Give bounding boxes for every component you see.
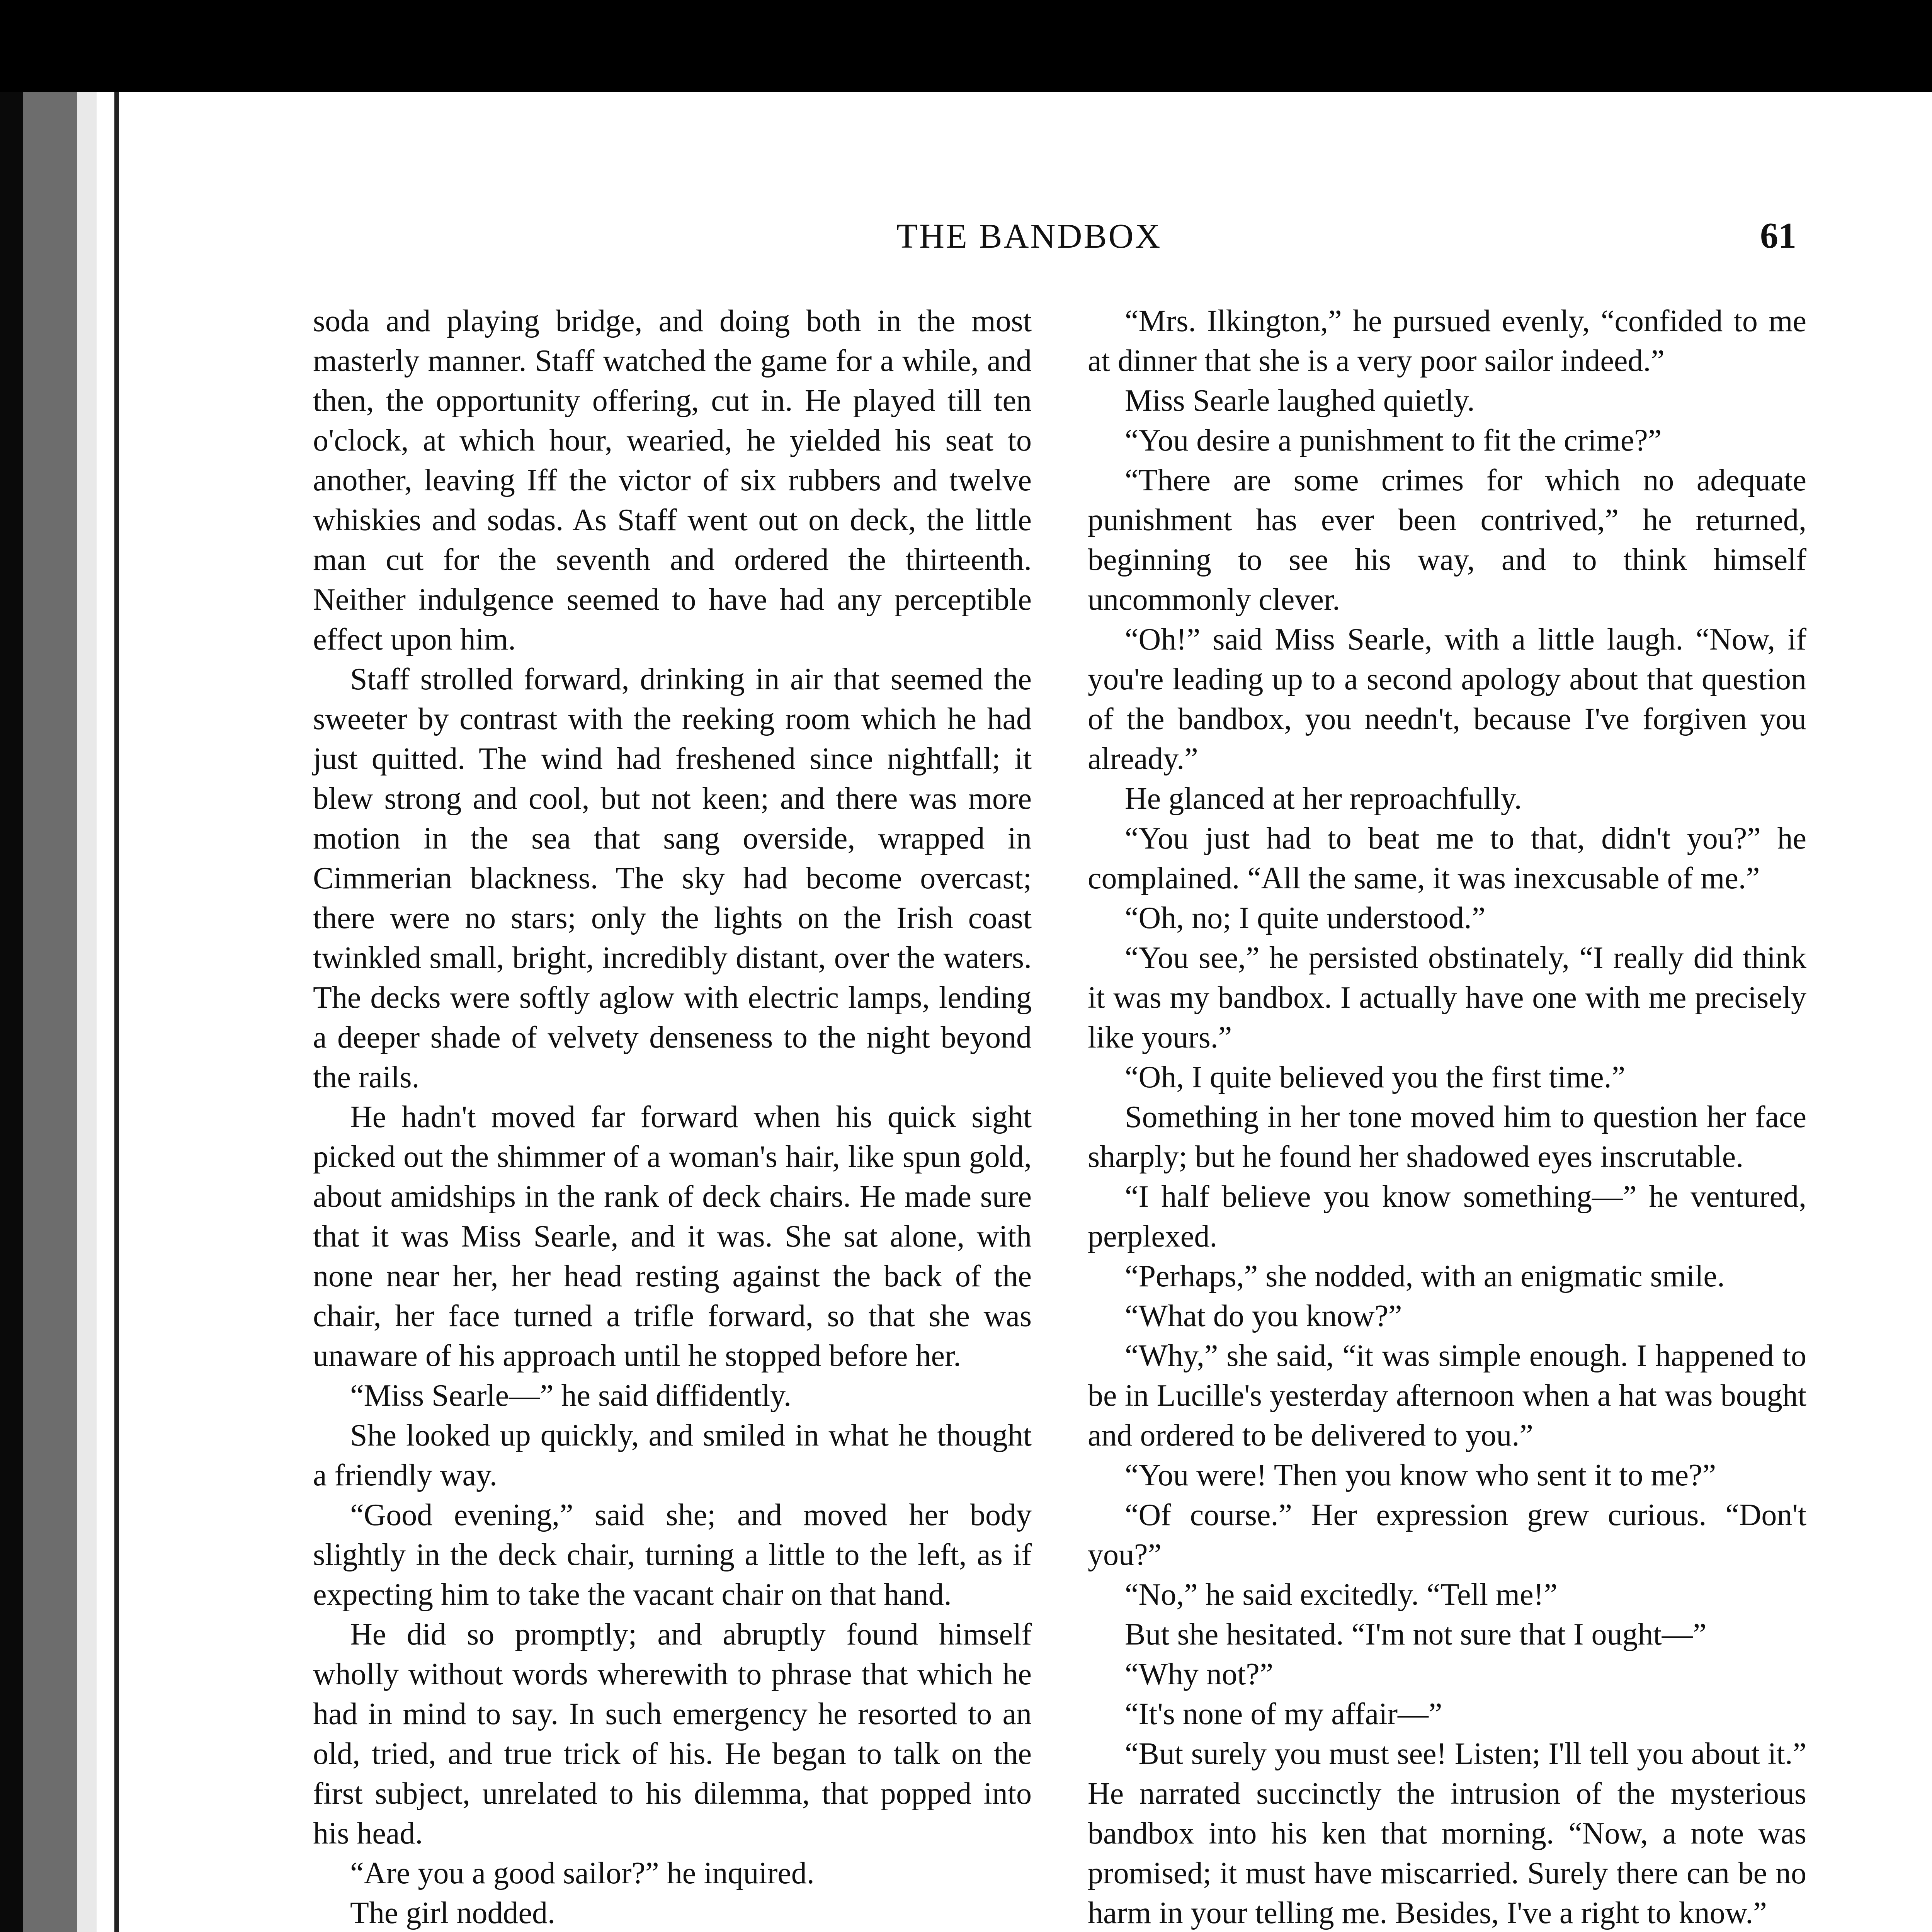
paragraph: Staff strolled forward, drinking in air that seemed the sweeter by contrast with the reeking room which he had just quitted. The wind had freshened since nightfall; it blew strong and cool, but not keen; and there was more motion in the sea that sang overside, wrapped in Cimmerian blackness. The sky had become overcast; there were no stars; only the lights on the Irish coast twinkled small, bright, incredibly distant, over the waters. The decks were softly aglow with electric lamps, lending a deeper shade of velvety denseness to the night beyond the rails.: [313, 662, 1032, 1094]
paragraph: She looked up quickly, and smiled in what he thought a friendly way.: [313, 1418, 1032, 1492]
paragraph: “No,” he said excitedly. “Tell me!”: [1125, 1578, 1558, 1612]
paragraph: “Perhaps,” she nodded, with an enigmatic smile.: [1125, 1259, 1725, 1293]
paragraph: “Of course.” Her expression grew curious. “Don't you?”: [1088, 1498, 1806, 1572]
paragraph: “Why not?”: [1125, 1657, 1274, 1691]
paragraph: “You were! Then you know who sent it to me?”: [1125, 1458, 1716, 1492]
paragraph: The girl nodded.: [350, 1896, 555, 1930]
paragraph: “Oh!” said Miss Searle, with a little laugh. “Now, if you're leading up to a second apology about that question of the bandbox, you needn't, because I've forgiven you already.”: [1088, 622, 1806, 776]
paragraph: “Oh, I quite believed you the first time.”: [1125, 1060, 1626, 1094]
paragraph: “You just had to beat me to that, didn't you?” he complained. “All the same, it was inexcusable of me.”: [1088, 821, 1806, 895]
paragraph: “There are some crimes for which no adequate punishment has ever been contrived,” he returned, beginning to see his way, and to think himself uncommonly clever.: [1088, 463, 1806, 617]
binding-edge: [0, 92, 116, 1932]
paragraph: But she hesitated. “I'm not sure that I ought—”: [1125, 1617, 1707, 1651]
paragraph: “You desire a punishment to fit the crime?”: [1125, 423, 1662, 457]
paragraph: Something in her tone moved him to question her face sharply; but he found her shadowed eyes inscrutable.: [1088, 1100, 1806, 1174]
paragraph: “Are you a good sailor?” he inquired.: [350, 1856, 815, 1890]
left-column: [313, 301, 1032, 1932]
paragraph: “It's none of my affair—”: [1125, 1697, 1442, 1731]
paragraph: soda and playing bridge, and doing both in the most masterly manner. Staff watched the game for a while, and then, the opportunity offering, cut in. He played till ten o'clock, at which hour, wearied, he yielded his seat to another, leaving Iff the victor of six rubbers and twelve whiskies and sodas. As Staff went out on deck, the little man cut for the seventh and ordered the thirteenth. Neither indulgence seemed to have had any perceptible effect upon him.: [313, 304, 1032, 656]
paragraph: He did so promptly; and abruptly found himself wholly without words wherewith to phrase that which he had in mind to say. In such emergency he resorted to an old, tried, and true trick of his. He began to talk on the first subject, unrelated to his dilemma, that popped into his head.: [313, 1617, 1032, 1850]
paragraph: “I half believe you know something—” he ventured, perplexed.: [1088, 1180, 1806, 1253]
page-number: 61: [1760, 216, 1796, 256]
right-column: [1088, 301, 1806, 1932]
gutter-line: [114, 92, 119, 1932]
paragraph: “What do you know?”: [1125, 1299, 1402, 1333]
paragraph: “Oh, no; I quite understood.”: [1125, 901, 1486, 935]
paragraph: “Why,” she said, “it was simple enough. I happened to be in Lucille's yesterday afternoon when a hat was bought and ordered to be delivered to you.”: [1088, 1339, 1806, 1452]
paragraph: He glanced at her reproachfully.: [1125, 782, 1522, 816]
running-head: THE BANDBOX: [896, 217, 1162, 255]
paragraph: “Miss Searle—” he said diffidently.: [350, 1379, 791, 1413]
paragraph: He hadn't moved far forward when his quick sight picked out the shimmer of a woman's hair, like spun gold, about amidships in the rank of deck chairs. He made sure that it was Miss Searle, and it was. She sat alone, with none near her, her head resting against the back of the chair, her face turned a trifle forward, so that she was unaware of his approach until he stopped before her.: [313, 1100, 1032, 1373]
paragraph: “You see,” he persisted obstinately, “I really did think it was my bandbox. I actually have one with me precisely like yours.”: [1088, 941, 1806, 1054]
paragraph: “But surely you must see! Listen; I'll tell you about it.” He narrated succinctly the intrusion of the mysterious bandbox into his ken that morning. “Now, a note was promised; it must have miscarried. Surely there can be no harm in your telling me. Besides, I've a right to know.”: [1088, 1737, 1806, 1930]
paragraph: “Mrs. Ilkington,” he pursued evenly, “confided to me at dinner that she is a very poor sailor indeed.”: [1088, 304, 1806, 378]
paragraph: Miss Searle laughed quietly.: [1125, 384, 1475, 418]
paragraph: “Good evening,” said she; and moved her body slightly in the deck chair, turning a little to the left, as if expecting him to take the vacant chair on that hand.: [313, 1498, 1032, 1612]
